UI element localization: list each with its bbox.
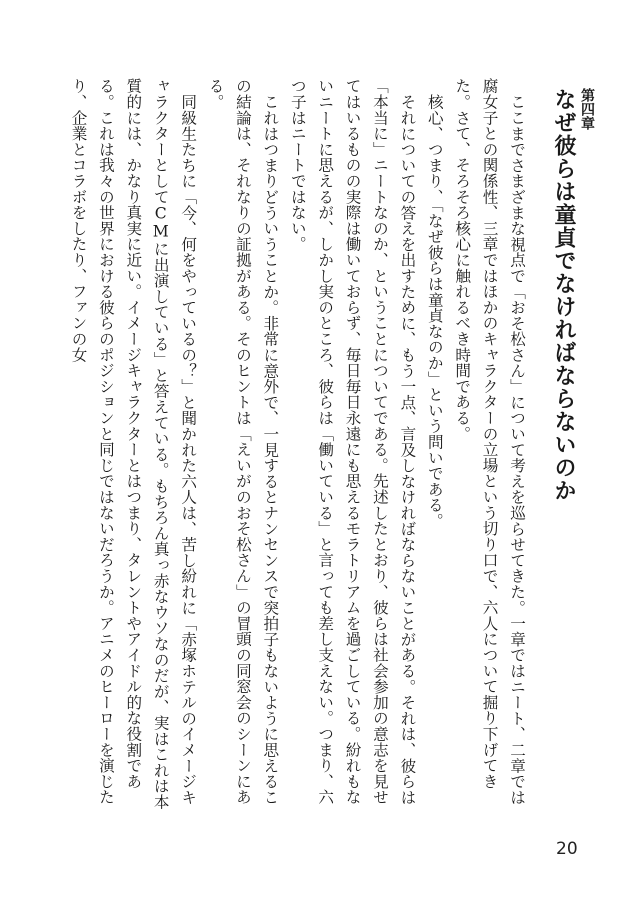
vertical-text-block <box>64 78 594 818</box>
paragraph: それについての答えを出すために、もう一点、言及しなければならないことがある。それは、彼らは「本当に」ニートなのか、ということについてである。先述したとおり、彼らは社会参加の意志を見せてはいるものの実際は働いておらず、毎日毎日永遠にも思えるモラトリアムを過ごしている。紛れもないニートに思えるが、しかし実のところ、彼らは「働いている」と言っても差し支えない。つまり、六つ子はニートではない。 <box>288 78 417 805</box>
paragraph: これはつまりどういうことか。非常に意外で、一見するとナンセンスで突拍子もないように思えるこの結論は、それなりの証拠がある。そのヒントは「えいがのおそ松さん」の冒頭の同窓会のシーンにある。 <box>206 78 280 805</box>
body-text <box>64 78 530 818</box>
chapter-heading <box>552 78 594 818</box>
paragraph: 同級生たちに「今、何をやっているの？」と聞かれた六人は、苦し紛れに「赤塚ホテルのイメージキャラクターとしてCMに出演している」と答えている。もちろん真っ赤なウソなのだが、実はこれは本質的には、かなり真実に近い。イメージキャラクターとはつまり、タレントやアイドル的な役割である。これは我々の世界における彼らのポジションと同じではないだろうか。アニメのヒーローを演じたり、企業とコラボをしたり、ファンの女 <box>69 78 198 810</box>
chapter-label: 第四章 <box>579 88 595 130</box>
page-number: 20 <box>556 839 578 859</box>
chapter-title: なぜ彼らは童貞でなければならないのか <box>551 88 576 502</box>
paragraph: 核心、つまり、「なぜ彼らは童貞なのか」という問いである。 <box>425 93 444 529</box>
paragraph: ここまでさまざまな視点で「おそ松さん」について考えを巡らせてきた。一章ではニート、二章では腐女子との関係性、三章ではほかのキャラクターの立場という切り口で、六人について掘り下げてきた。さて、そろそろ核心に触れるべき時間である。 <box>453 78 526 805</box>
